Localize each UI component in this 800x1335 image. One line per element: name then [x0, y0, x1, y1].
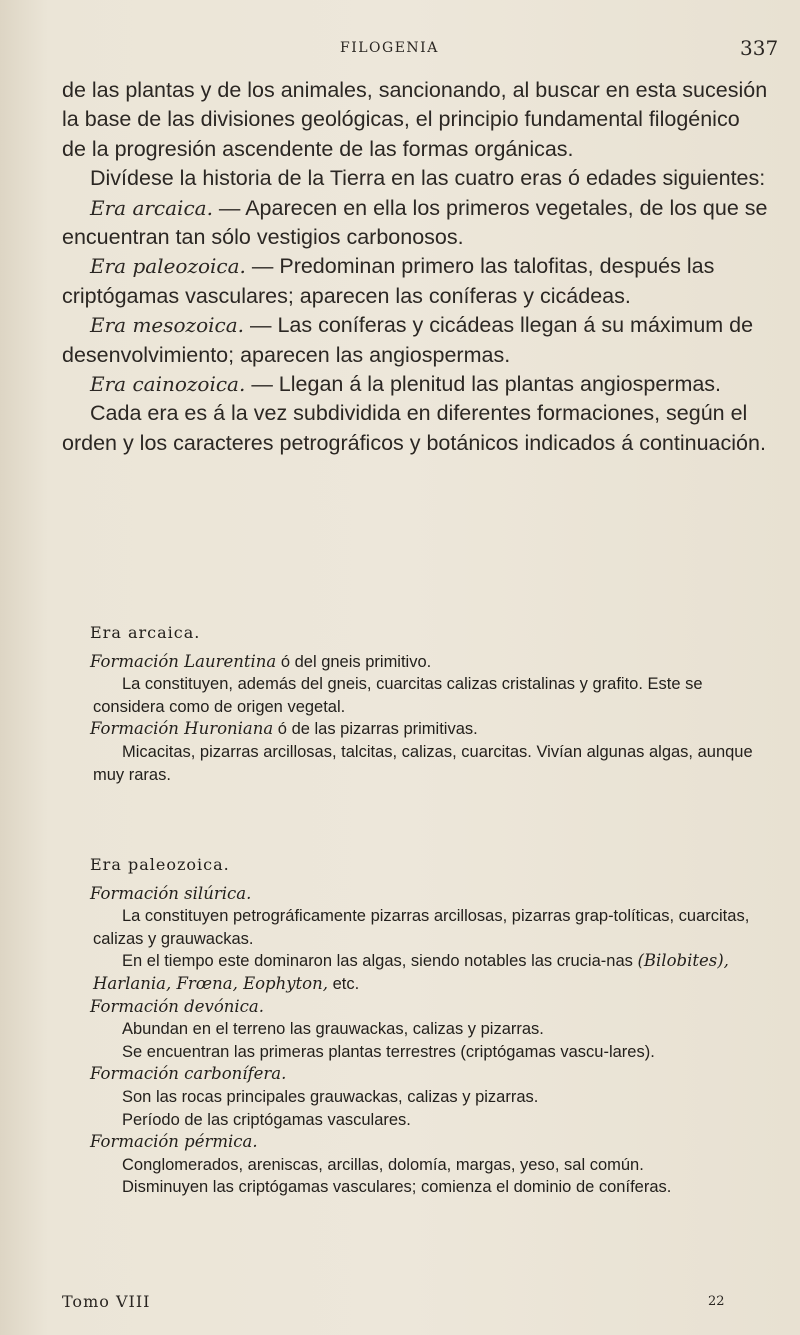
era-name: Era arcaica.: [90, 195, 213, 220]
formation-title: Formación devónica.: [90, 996, 264, 1016]
era-name: Era cainozoica.: [90, 372, 246, 397]
era-description: — Las coníferas y cicádeas llegan á su máximum de desenvolvimiento; aparecen las angiospermas.: [62, 313, 754, 367]
formation-description: La constituyen, además del gneis, cuarcitas calizas cristalinas y grafito. Este se considera como de origen vegetal.: [93, 675, 703, 716]
formation-description: La constituyen petrográficamente pizarras arcillosas, pizarras grap-tolíticas, cuarcitas, calizas y grauwackas.: [93, 907, 750, 948]
era-entry: [62, 252, 768, 311]
formation-description: Conglomerados, areniscas, arcillas, dolomía, margas, yeso, sal común.: [122, 1155, 644, 1174]
section-title: Era arcaica.: [90, 623, 201, 642]
formation-subtitle: ó del gneis primitivo.: [276, 652, 432, 671]
formation-description: Abundan en el terreno las grauwackas, calizas y pizarras.: [122, 1020, 544, 1039]
paragraph: Divídese la historia de la Tierra en las cuatro eras ó edades siguientes:: [90, 166, 766, 191]
era-description: — Aparecen en ella los primeros vegetales, de los que se encuentran tan sólo vestigios carbonosos.: [62, 195, 768, 250]
formation-title: [90, 718, 768, 741]
formation-name: Formación Laurentina: [90, 651, 277, 671]
era-name: Era paleozoica.: [90, 254, 246, 279]
section-title: Era paleozoica.: [90, 855, 230, 874]
text-run: etc.: [328, 974, 360, 993]
era-entry: [62, 194, 768, 253]
paragraph: Cada era es á la vez subdividida en diferentes formaciones, según el orden y los caracteres petrográficos y botánicos indicados á continuación.: [62, 401, 766, 455]
paragraph: de las plantas y de los animales, sancionando, al buscar en esta sucesión la base de las divisiones geológicas, el principio fundamental filogénico de la progresión ascendente de las formas orgánicas.: [62, 78, 768, 161]
era-entry: [62, 311, 768, 370]
page-header: [0, 36, 800, 66]
running-head: FILOGENIA: [340, 40, 439, 56]
formation-description: Micacitas, pizarras arcillosas, talcitas, calizas, cuarcitas. Vivían algunas algas, aunque muy raras.: [93, 742, 753, 784]
formation-name: Formación Huroniana: [90, 719, 274, 739]
formation-description: Disminuyen las criptógamas vasculares; comienza el dominio de coníferas.: [122, 1178, 672, 1197]
formation-description: Período de las criptógamas vasculares.: [122, 1110, 411, 1129]
section-era-paleozoica: [62, 854, 768, 1199]
formation-title: Formación silúrica.: [90, 883, 252, 903]
formation-description: [93, 950, 768, 995]
era-description: — Predominan primero las talofitas, después las criptógamas vasculares; aparecen las coníferas y cicádeas.: [62, 254, 715, 308]
formation-title: Formación pérmica.: [90, 1132, 258, 1152]
signature-mark: 22: [708, 1294, 725, 1309]
formation-title: Formación carbonífera.: [90, 1064, 287, 1084]
section-era-arcaica: [62, 622, 768, 786]
page-footer: [62, 1292, 768, 1318]
formation-subtitle: ó de las pizarras primitivas.: [273, 720, 478, 739]
genera-list: (Bilobites), Harlania, Frœna, Eophyton,: [93, 951, 729, 993]
text-run: En el tiempo este dominaron las algas, siendo notables las crucia-nas: [122, 952, 638, 971]
formation-title: [90, 651, 768, 674]
main-text: [62, 76, 768, 458]
era-entry: [62, 370, 768, 399]
era-description: — Llegan á la plenitud las plantas angiospermas.: [245, 372, 722, 397]
volume-label: Tomo VIII: [62, 1292, 151, 1311]
formation-description: Se encuentran las primeras plantas terrestres (criptógamas vascu-lares).: [122, 1042, 655, 1061]
era-name: Era mesozoica.: [90, 313, 245, 338]
formation-description: Son las rocas principales grauwackas, calizas y pizarras.: [122, 1087, 539, 1106]
page-number: 337: [740, 36, 779, 60]
